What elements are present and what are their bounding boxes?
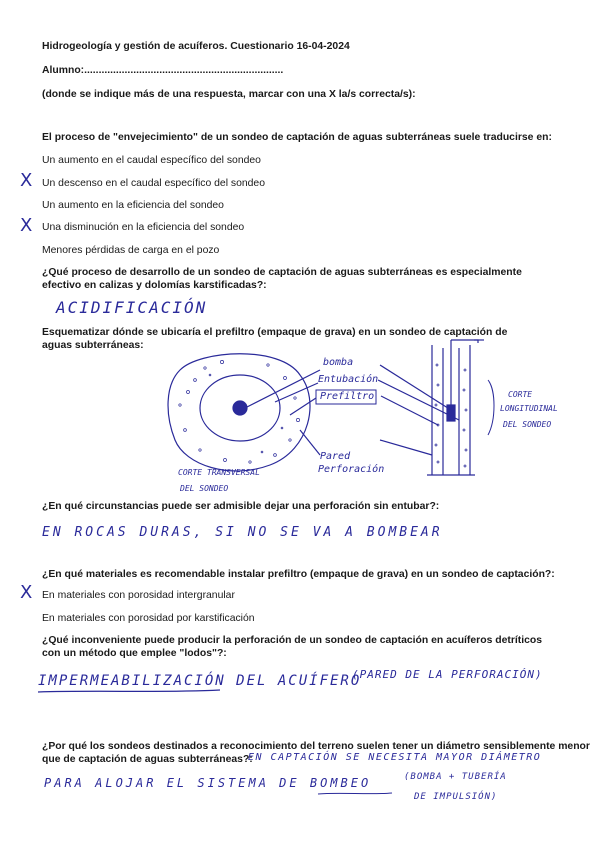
question-1: El proceso de "envejecimiento" de un sondeo de captación de aguas subterráneas suele traducirse en: — [42, 132, 552, 143]
question-3: Esquematizar dónde se ubicaría el prefiltro (empaque de grava) en un sondeo de captación de aguas subterráneas: — [42, 327, 508, 351]
q1-option-2: Un descenso en el caudal específico del sondeo — [42, 178, 265, 189]
q7-answer-2: PARA ALOJAR EL SISTEMA DE BOMBEO — [44, 776, 372, 790]
label-del-sondeo-2: DEL SONDEO — [503, 420, 552, 429]
q1-option-1: Un aumento en el caudal específico del sondeo — [42, 155, 261, 166]
q7-answer-4: DE IMPULSIÓN) — [414, 792, 498, 802]
q1-mark-4: X — [20, 215, 33, 236]
label-corte-transversal: CORTE TRANSVERSAL — [178, 468, 260, 477]
q1-option-5: Menores pérdidas de carga en el pozo — [42, 245, 220, 256]
question-6: ¿Qué inconveniente puede producir la perforación de un sondeo de captación en acuíferos detríticos con un método que emplee "lodos"?: — [42, 635, 542, 659]
label-perforacion: Perforación — [318, 464, 385, 475]
q5-option-2: En materiales con porosidad por karstificación — [42, 613, 255, 624]
q5-option-1: En materiales con porosidad intergranular — [42, 590, 235, 601]
label-del-sondeo-1: DEL SONDEO — [180, 484, 229, 493]
question-5: ¿En qué materiales es recomendable instalar prefiltro (empaque de grava) en un sondeo de captación?: — [42, 569, 555, 580]
q1-mark-2: X — [20, 170, 33, 191]
page-title: Hidrogeología y gestión de acuíferos. Cuestionario 16-04-2024 — [42, 41, 350, 52]
q6-answer-paren: (PARED DE LA PERFORACIÓN) — [352, 668, 543, 681]
label-pared: Pared — [320, 451, 351, 462]
q2-answer: ACIDIFICACIÓN — [56, 298, 208, 317]
q1-option-4: Una disminución en la eficiencia del sondeo — [42, 222, 245, 233]
q7-answer-1: EN CAPTACIÓN SE NECESITA MAYOR DIÁMETRO — [248, 752, 542, 763]
question-7-line-2: que de captación de aguas subterráneas?: — [42, 754, 253, 765]
question-7-line-1: ¿Por qué los sondeos destinados a reconocimiento del terreno suelen tener un diámetro sensiblemente menor — [42, 741, 590, 752]
instruction-text: (donde se indique más de una respuesta, marcar con una X la/s correcta/s): — [42, 89, 416, 100]
q1-option-3: Un aumento en la eficiencia del sondeo — [42, 200, 224, 211]
student-field: Alumno:..................................................................... — [42, 65, 284, 76]
q4-answer: EN ROCAS DURAS, SI NO SE VA A BOMBEAR — [42, 525, 443, 540]
label-corte: CORTE — [508, 390, 533, 399]
q5-mark-1: X — [20, 582, 33, 603]
question-2: ¿Qué proceso de desarrollo de un sondeo de captación de aguas subterráneas es especialmente efectivo en calizas y dolomías karstificadas?: — [42, 267, 522, 291]
label-longitudinal: LONGITUDINAL — [500, 404, 558, 413]
label-bomba: bomba — [323, 357, 354, 368]
question-4: ¿En qué circunstancias puede ser admisible dejar una perforación sin entubar?: — [42, 501, 440, 512]
q6-answer-main: IMPERMEABILIZACIÓN DEL ACUÍFERO — [38, 673, 362, 689]
q7-answer-3: (BOMBA + TUBERÍA — [404, 772, 507, 782]
label-entubacion: Entubación — [318, 374, 379, 385]
label-prefiltro: Prefiltro — [320, 391, 375, 402]
